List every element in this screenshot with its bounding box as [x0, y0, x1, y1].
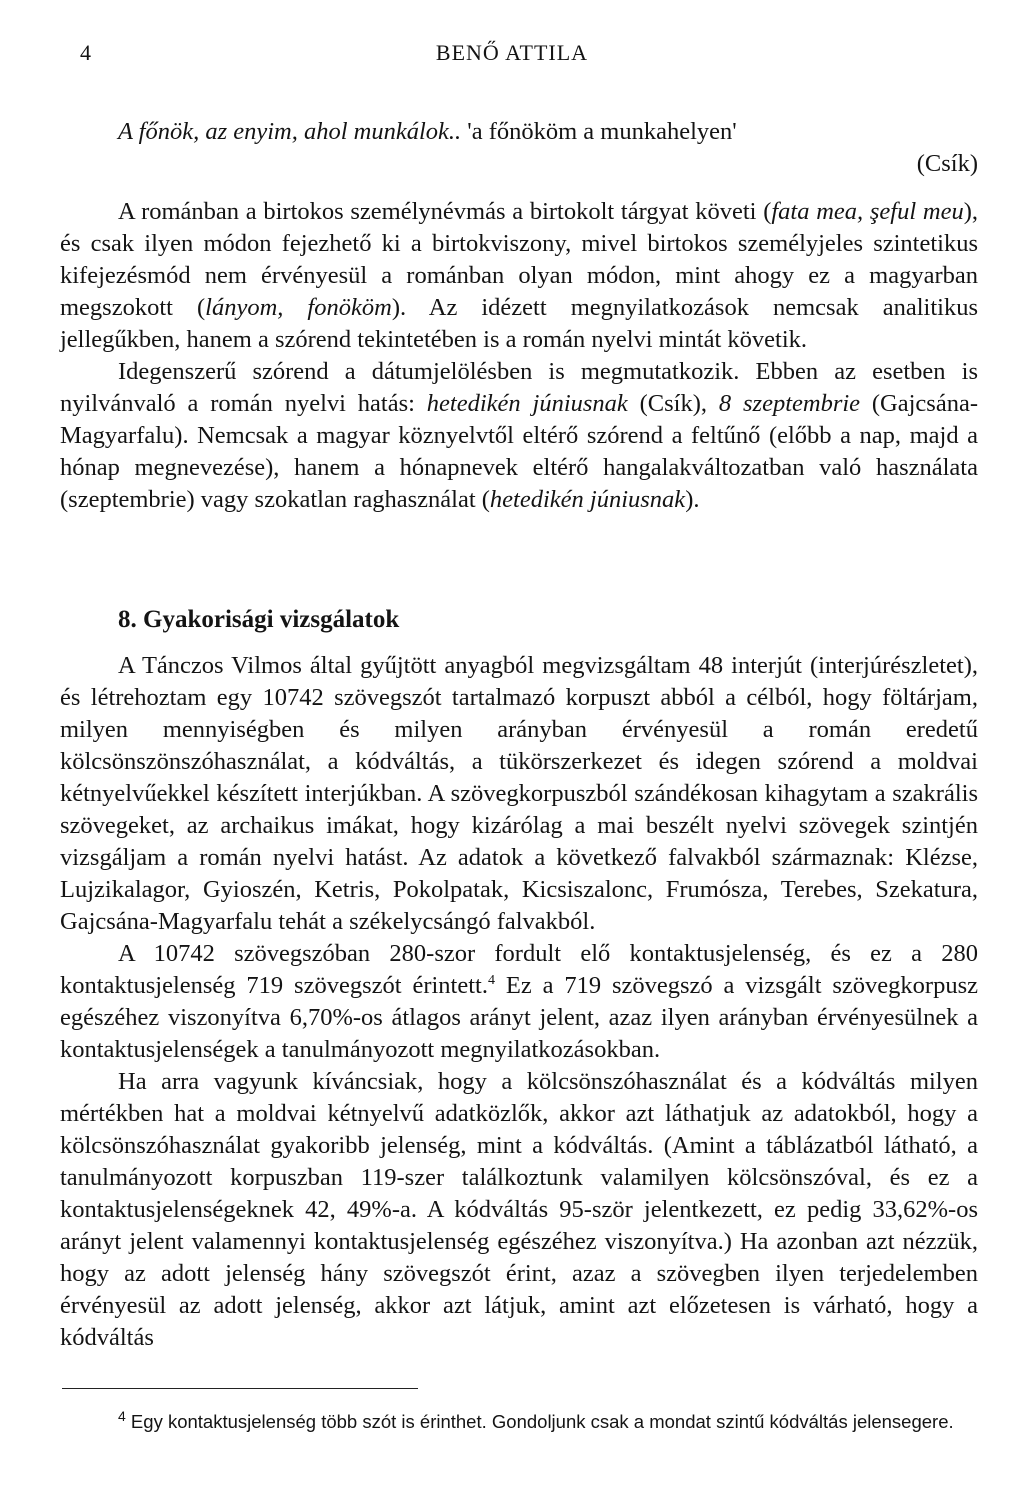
- footnote-ref[interactable]: 4: [487, 972, 495, 988]
- text-run: ), és csak ilyen módon fejezhető ki a birtokviszony, mivel birtokos személyjeles szintetikus kifejezésmód nem érvényesül a románban olyan módon, mint ahogy ez a magyarban megszokott (: [60, 198, 978, 321]
- example-source: (Csík): [916, 150, 978, 177]
- body-upper: [60, 196, 978, 516]
- paragraph-borrowing: Ha arra vagyunk kíváncsiak, hogy a kölcsönszóhasználat és a kódváltás milyen mértékben hat a moldvai kétnyelvű adatközlők, akkor azt láthatjuk az adatokból, hogy a kölcsönszóhasználat gyakoribb jelenség, mint a kódváltás. (Amint a táblázatból látható, a tanulmányozott korpuszban 119-szer találkoztunk valamilyen kölcsönszóval, és ez a kontaktusjelenségeknek 42, 49%-a. A kódváltás 95-ször jelentkezett, ez pedig 33,62%-os arányt jelent valamennyi kontaktusjelenség egészéhez viszonyítva.) Ha azonban azt nézzük, hogy az adott jelenség hány szövegszót érint, azaz a szövegben ilyen terjedelemben érvényesül az adott jelenség, akkor azt látjuk, amint azt előzetesen is várható, hogy a kódváltás: [60, 1068, 978, 1351]
- example-gloss: 'a főnököm a munkahelyen': [461, 118, 737, 145]
- text-run: Idegenszerű szórend a dátumjelölésben is megmutatkozik. Ebben az esetben is nyilvánvaló a román nyelvi hatás:: [60, 358, 978, 417]
- paragraph-corpus: A Tánczos Vilmos által gyűjtött anyagból megvizsgáltam 48 interjút (interjúrészletet), és létrehoztam egy 10742 szövegszót tartalmazó korpuszt abból a célból, hogy föltárjam, milyen mennyiségben és milyen arányban érvényesül a román eredetű kölcsönszönszóhasználat, a kódváltás, a tükörszerkezet és idegen szórend a moldvai kétnyelvűekkel készített interjúkban. A szövegkorpuszból szándékosan kihagytam a szakrális szövegeket, az archaikus imákat, hogy kizárólag a mai beszélt nyelvi szövegek szintjén vizsgáljam a román nyelvi hatást. Az adatok a következő falvakból származnak: Klézse, Lujzikalagor, Gyioszén, Ketris, Pokolpatak, Kicsiszalonc, Frumósza, Terebes, Szekatura, Gajcsána-Magyarfalu tehát a székelycsángó falvakból.: [60, 652, 978, 935]
- paragraph-counts: [60, 938, 978, 1066]
- footnote-text: [60, 1407, 978, 1434]
- running-head: BENŐ ATTILA: [435, 40, 589, 65]
- footnote: [60, 1407, 978, 1434]
- text-run: A románban a birtokos személynévmás a birtokolt tárgyat követi (: [118, 198, 772, 225]
- italic-example: fata mea, şeful meu: [771, 198, 964, 225]
- page-number: 4: [80, 40, 91, 65]
- italic-example: hetedikén júniusnak: [489, 486, 686, 513]
- italic-example: lányom, fonököm: [205, 294, 392, 321]
- footnote-body: Egy kontaktusjelenség több szót is érinthet. Gondoljunk csak a mondat szintű kódváltás jelensegere.: [125, 1411, 954, 1432]
- example-italic: A főnök, az enyim, ahol munkálok..: [118, 118, 462, 145]
- italic-example: hetedikén júniusnak: [426, 390, 628, 417]
- body-lower: [60, 650, 978, 1354]
- text-run: ).: [685, 486, 700, 513]
- text-run: ). Az idézett megnyilatkozások nemcsak analitikus jellegűkben, hanem a szórend tekintetében is a román nyelvi mintát követik.: [60, 294, 978, 353]
- example-line: [60, 116, 978, 148]
- paragraph-possessive: [60, 196, 978, 356]
- footnote-divider: [62, 1388, 418, 1389]
- text-run: (Csík),: [627, 390, 719, 417]
- text-run: (Gajcsána-Magyarfalu). Nemcsak a magyar köznyelvtől eltérő szórend a feltűnő (előbb a nap, majd a hónap megnevezése), hanem a hónapnevek eltérő hangalakváltozatban való használata (szeptembrie) vagy szokatlan raghasználat (: [60, 390, 978, 513]
- italic-example: 8 szeptembrie: [718, 390, 861, 417]
- text-run: Ez a 719 szövegszó a vizsgált szövegkorpusz egészéhez viszonyítva 6,70%-os átlagos arányt jelent, azaz ilyen arányban érvényesülnek a kontaktusjelenségek a tanulmányozott megnyilatkozásokban.: [60, 972, 978, 1063]
- text-run: A 10742 szövegszóban 280-szor fordult elő kontaktusjelenség, és ez a 280 kontaktusjelenség 719 szövegszót érintett.: [60, 940, 978, 999]
- footnote-number: 4: [118, 1407, 126, 1424]
- paragraph-date-order: [60, 356, 978, 516]
- section-heading: 8. Gyakorisági vizsgálatok: [118, 606, 400, 633]
- example-quote: [60, 116, 978, 180]
